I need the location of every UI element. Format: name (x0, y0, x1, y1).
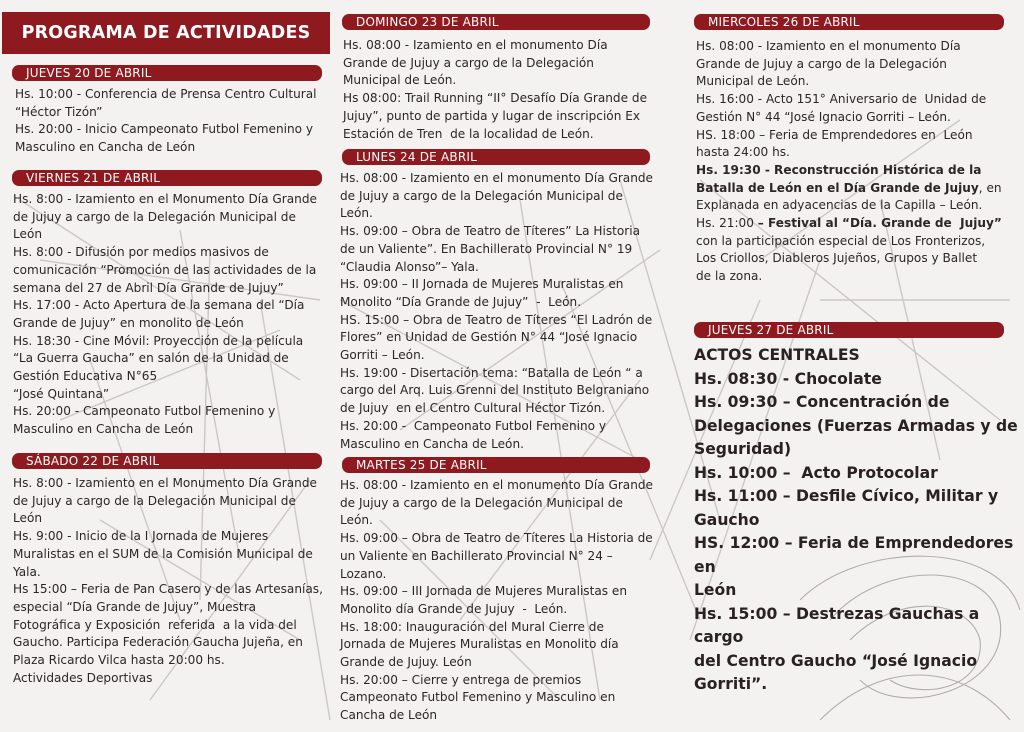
day-events-domingo-23: Hs. 08:00 - Izamiento en el monumento Día Grande de Jujuy a cargo de la Delegación Municipal de León. Hs 08:00: Trail Running “II° Desafío Día Grande de Jujuy”, punto de partida y lugar de inscripción Ex Estación de Tren de la localidad de León. (343, 38, 648, 141)
day-header-viernes-21: VIERNES 21 DE ABRIL (12, 170, 322, 186)
day-events-viernes-21: Hs. 8:00 - Izamiento en el Monumento Día Grande de Jujuy a cargo de la Delegación Municipal de León Hs. 8:00 - Difusión por medios masivos de comunicación “Promoción de las actividades de la semana del 27 de Abril Día Grande de Jujuy” Hs. 17:00 - Acto Apertura de la semana del “Día Grande de Jujuy” en monolito de León Hs. 18:30 - Cine Móvil: Proyección de la película “La Guerra Gaucha” en salón de la Unidad de Gestión Educativa N°65 “José Quintana” Hs. 20:00 - Campeonato Futbol Femenino y Masculino en Cancha de León (13, 192, 317, 437)
day-header-lunes-24: LUNES 24 DE ABRIL (342, 149, 650, 165)
day-events-martes-25: Hs. 08:00 - Izamiento en el monumento Día Grande de Jujuy a cargo de la Delegación Municipal de León. Hs. 09:00 – Obra de Teatro de Títeres La Historia de un Valiente en Bachillerato Provincial N° 24 – Lozano. Hs. 09:00 – III Jornada de Mujeres Muralistas en Monolito día Grande de Jujuy - León. Hs. 18:00: Inauguración del Mural Cierre de Jornada de Mujeres Muralistas en Monolito día Grande de Jujuy. León Hs. 20:00 – Cierre y entrega de premios Campeonato Futbol Femenino y Masculino en Cancha de León (340, 478, 653, 723)
day-events-jueves-20: Hs. 10:00 - Conferencia de Prensa Centro Cultural “Héctor Tizón” Hs. 20:00 - Inicio Campeonato Futbol Femenino y Masculino en Cancha de León (15, 87, 317, 155)
central-acts: ACTOS CENTRALES Hs. 08:30 - Chocolate Hs. 09:30 – Concentración de Delegaciones (Fuerzas Armadas y de Seguridad) Hs. 10:00 – Acto Protocolar Hs. 11:00 – Desfile Cívico, Militar y Gaucho HS. 12:00 – Feria de Emprendedores en León Hs. 15:00 – Destrezas Gauchas a cargo del Centro Gaucho “José Ignacio Gorriti”. (694, 346, 1018, 693)
day-header-jueves-27: JUEVES 27 DE ABRIL (694, 322, 1004, 338)
day-header-jueves-20: JUEVES 20 DE ABRIL (12, 65, 322, 81)
day-header-martes-25: MARTES 25 DE ABRIL (342, 457, 650, 473)
day-header-sabado-22: SÁBADO 22 DE ABRIL (12, 453, 322, 469)
page-title: PROGRAMA DE ACTIVIDADES (2, 12, 330, 54)
day-events-miercoles-26: Hs. 08:00 - Izamiento en el monumento Día Grande de Jujuy a cargo de la Delegación Municipal de León. Hs. 16:00 - Acto 151° Aniversario de Unidad de Gestión N° 44 “José Ignacio Gorriti – León. HS. 18:00 – Feria de Emprendedores en León hasta 24:00 hs. Hs. 19:30 - Reconstrucción Histórica de la Batalla de León en el Día Grande de Jujuy, en Explanada en adyacencias de la Capilla – León. Hs. 21:00 – Festival al “Día. Grande de Jujuy” con la participación especial de Los Fronterizos, Los Criollos, Diableros Jujeños, Grupos y Ballet de la zona. (696, 39, 1002, 284)
day-events-lunes-24: Hs. 08:00 - Izamiento en el monumento Día Grande de Jujuy a cargo de la Delegación Municipal de León. Hs. 09:00 – Obra de Teatro de Títeres” La Historia de un Valiente”. En Bachillerato Provincial N° 19 “Claudia Alonso”– Yala. Hs. 09:00 – II Jornada de Mujeres Muralistas en Monolito “Día Grande de Jujuy” - León. HS. 15:00 – Obra de Teatro de Títeres “El Ladrón de Flores” en Unidad de Gestión N° 44 “José Ignacio Gorriti – León. Hs. 19:00 - Disertación tema: “Batalla de León “ a cargo del Arq. Luis Grenni del Instituto Belgraniano de Jujuy en el Centro Cultural Héctor Tizón. Hs. 20:00 - Campeonato Futbol Femenino y Masculino en Cancha de León. (340, 171, 653, 451)
day-header-miercoles-26: MIERCOLES 26 DE ABRIL (694, 14, 1004, 30)
day-header-domingo-23: DOMINGO 23 DE ABRIL (342, 14, 650, 30)
day-events-sabado-22: Hs. 8:00 - Izamiento en el Monumento Día Grande de Jujuy a cargo de la Delegación Municipal de León Hs. 9:00 - Inicio de la I Jornada de Mujeres Muralistas en el SUM de la Comisión Municipal de Yala. Hs 15:00 – Feria de Pan Casero y de las Artesanías, especial “Día Grande de Jujuy”, Muestra Fotográfica y Exposición referida a la vida del Gaucho. Participa Federación Gaucha Jujeña, en Plaza Ricardo Vilca hasta 20:00 hs. Actividades Deportivas (13, 476, 323, 685)
